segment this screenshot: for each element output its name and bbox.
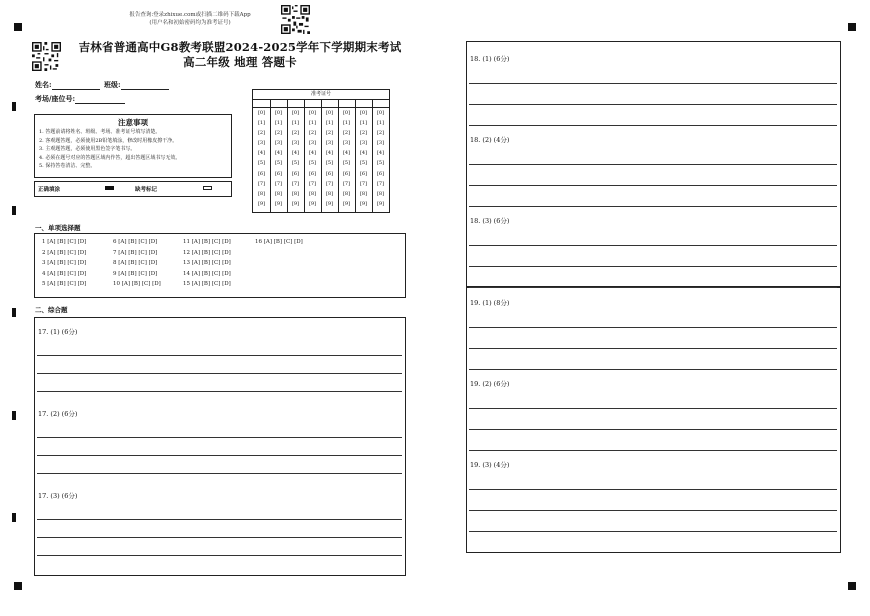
registration-mark-top-left [14,23,22,31]
admission-digit-bubble[interactable]: [0] [359,110,368,116]
admission-digit-bubble[interactable]: [7] [359,180,368,187]
qr-code-icon [281,5,310,34]
choice-question-16[interactable]: 16 [A] [B] [C] [D] [255,239,303,245]
admission-digit-bubble[interactable]: [9] [274,200,283,207]
answer-line[interactable] [469,429,837,430]
answer-line[interactable] [37,537,402,538]
notes-item: 4. 必须在题号对应的答题区域内作答，超出答题区域书写无效。 [39,154,181,161]
choice-question-2[interactable]: 2 [A] [B] [C] [D] [42,249,87,256]
admission-digit-write-box[interactable] [321,100,338,108]
section-single-choice-title: 一、单项选择题 [35,224,81,232]
question-label: 19. (2) (6分) [470,380,510,388]
admission-digit-bubble[interactable]: [1] [325,120,334,127]
answer-line[interactable] [37,555,402,556]
admission-digit-bubble[interactable]: [3] [342,140,351,147]
answer-line[interactable] [37,437,402,438]
question-label: 19. (1) (8分) [470,299,510,307]
admission-digit-bubble[interactable]: [0] [257,110,266,116]
admission-digit-bubble[interactable]: [1] [274,120,283,127]
answer-line[interactable] [469,83,837,84]
admission-digit-bubble[interactable]: [9] [342,200,351,207]
admission-number-header: 准考证号 [253,90,389,100]
notes-item: 2. 客观题答题，必须使用2B铅笔填涂，修改时用橡皮擦干净。 [39,137,178,144]
admission-digit-bubble[interactable]: [8] [359,190,368,197]
notes-item: 3. 主观题答题，必须使用黑色签字笔书写。 [39,146,136,152]
room-seat-label: 考场/座位号: [35,94,76,103]
admission-digit-bubble[interactable]: [9] [325,200,334,207]
name-field[interactable] [52,81,100,90]
qr-code-icon [32,42,61,71]
timing-mark [12,411,16,420]
choice-question-9[interactable]: 9 [A] [B] [C] [D] [113,270,158,277]
admission-digit-bubble[interactable]: [8] [257,190,266,197]
admission-digit-bubble[interactable]: [3] [359,140,368,147]
exam-notes-box [34,114,232,178]
answer-line[interactable] [469,206,837,207]
answer-line[interactable] [37,391,402,392]
correct-fill-label: 正确填涂 [38,187,61,193]
admission-digit-bubble[interactable]: [5] [291,160,300,167]
admission-digit-bubble[interactable]: [4] [376,150,385,157]
answer-line[interactable] [469,125,837,126]
exam-title [70,40,410,70]
notes-title: 注意事项 [118,118,148,127]
answer-line[interactable] [37,455,402,456]
exam-title-line2: 高二年级 地理 答题卡 [183,55,297,69]
answer-line[interactable] [469,327,837,328]
admission-number-grid [252,89,390,213]
q19-answer-area[interactable] [466,286,841,553]
admission-digit-bubble[interactable]: [3] [376,140,385,147]
admission-digit-bubble[interactable]: [4] [325,150,334,157]
report-query-line1: 报告查询:登录zhixue.com或扫描二维码下载App [129,12,251,18]
room-seat-field[interactable] [75,95,125,104]
admission-digit-bubble[interactable]: [9] [308,200,317,207]
report-query-notice [110,11,270,27]
admission-digit-bubble[interactable]: [7] [257,180,266,187]
choice-question-6[interactable]: 6 [A] [B] [C] [D] [113,239,158,245]
admission-digit-bubble[interactable]: [5] [325,160,334,167]
admission-digit-bubble[interactable]: [3] [325,140,334,147]
admission-digit-bubble[interactable]: [7] [274,180,283,187]
admission-digit-write-box[interactable] [270,100,287,108]
admission-digit-bubble[interactable]: [8] [291,190,300,197]
admission-digit-bubble[interactable]: [1] [342,120,351,127]
choice-question-10[interactable]: 10 [A] [B] [C] [D] [113,281,161,287]
admission-digit-bubble[interactable]: [6] [291,170,300,177]
admission-digit-bubble[interactable]: [4] [274,150,283,157]
admission-digit-bubble[interactable]: [3] [291,140,300,147]
admission-digit-bubble[interactable]: [8] [342,190,351,197]
choice-question-11[interactable]: 11 [A] [B] [C] [D] [183,239,231,245]
admission-digit-bubble[interactable]: [6] [308,170,317,177]
admission-digit-column [270,100,288,212]
admission-digit-bubble[interactable]: [0] [274,110,283,116]
question-label: 17. (1) (6分) [38,328,78,336]
admission-digit-bubble[interactable]: [0] [291,110,300,116]
choice-question-8[interactable]: 8 [A] [B] [C] [D] [113,260,158,266]
admission-digit-bubble[interactable]: [1] [359,120,368,127]
admission-digit-bubble[interactable]: [4] [359,150,368,157]
timing-mark [12,308,16,317]
admission-digit-bubble[interactable]: [2] [257,130,266,137]
admission-digit-bubble[interactable]: [7] [308,180,317,187]
admission-digit-bubble[interactable]: [1] [376,120,385,127]
admission-digit-bubble[interactable]: [9] [291,200,300,207]
correct-fill-swatch [105,186,114,190]
admission-digit-bubble[interactable]: [6] [274,170,283,177]
admission-digit-bubble[interactable]: [7] [342,180,351,187]
admission-digit-bubble[interactable]: [2] [342,130,351,137]
admission-digit-bubble[interactable]: [5] [274,160,283,167]
admission-digit-bubble[interactable]: [5] [342,160,351,167]
admission-digit-bubble[interactable]: [7] [325,180,334,187]
admission-digit-bubble[interactable]: [6] [342,170,351,177]
answer-line[interactable] [469,489,837,490]
question-label: 18. (1) (6分) [470,55,510,63]
admission-digit-bubble[interactable]: [7] [376,180,385,187]
admission-digit-bubble[interactable]: [8] [325,190,334,197]
admission-digit-bubble[interactable]: [2] [308,130,317,137]
admission-digit-column [355,100,373,212]
choice-question-3[interactable]: 3 [A] [B] [C] [D] [42,260,87,266]
admission-digit-bubble[interactable]: [2] [359,130,368,137]
admission-digit-bubble[interactable]: [4] [308,150,317,157]
answer-line[interactable] [469,531,837,532]
section-comprehensive-title: 二、综合题 [35,306,68,314]
admission-digit-bubble[interactable]: [1] [308,120,317,127]
absent-mark-label: 缺考标记 [135,187,158,193]
admission-digit-column [253,100,271,212]
answer-line[interactable] [469,408,837,409]
admission-digit-write-box[interactable] [338,100,355,108]
choice-question-7[interactable]: 7 [A] [B] [C] [D] [113,249,158,256]
admission-digit-bubble[interactable]: [0] [342,110,351,116]
answer-line[interactable] [469,164,837,165]
admission-digit-bubble[interactable]: [2] [376,130,385,137]
admission-digit-bubble[interactable]: [7] [291,180,300,187]
admission-digit-bubble[interactable]: [3] [274,140,283,147]
admission-digit-bubble[interactable]: [6] [257,170,266,177]
q18-answer-area[interactable] [466,41,841,288]
choice-question-5[interactable]: 5 [A] [B] [C] [D] [42,281,87,287]
admission-digit-bubble[interactable]: [3] [257,140,266,147]
class-label: 班级: [104,80,121,89]
timing-mark [12,102,16,111]
name-label: 姓名: [35,80,52,89]
choice-question-12[interactable]: 12 [A] [B] [C] [D] [183,249,231,256]
admission-digit-write-box[interactable] [304,100,321,108]
timing-mark [12,206,16,215]
admission-digit-column [321,100,339,212]
admission-digit-write-box[interactable] [355,100,372,108]
admission-digit-column [287,100,305,212]
report-query-line2: (用户名和初始密码均为准考证号) [149,20,231,26]
admission-digit-bubble[interactable]: [2] [325,130,334,137]
admission-digit-bubble[interactable]: [0] [376,110,385,116]
admission-digit-write-box[interactable] [372,100,389,108]
admission-digit-bubble[interactable]: [8] [308,190,317,197]
choice-question-4[interactable]: 4 [A] [B] [C] [D] [42,270,87,277]
question-label: 18. (2) (4分) [470,136,510,144]
answer-line[interactable] [37,373,402,374]
registration-mark-top-right [848,23,856,31]
admission-digit-bubble[interactable]: [1] [257,120,266,127]
admission-digit-bubble[interactable]: [4] [342,150,351,157]
admission-digit-bubble[interactable]: [1] [291,120,300,127]
admission-digit-bubble[interactable]: [5] [359,160,368,167]
q17-answer-area[interactable] [34,317,406,576]
answer-line[interactable] [469,450,837,451]
admission-digit-write-box[interactable] [287,100,304,108]
answer-line[interactable] [37,473,402,474]
admission-digit-bubble[interactable]: [4] [291,150,300,157]
single-choice-area [34,233,406,298]
answer-line[interactable] [469,245,837,246]
admission-digit-column [372,100,389,212]
timing-mark [12,513,16,522]
answer-line[interactable] [469,510,837,511]
admission-digit-bubble[interactable]: [9] [376,200,385,207]
admission-digit-bubble[interactable]: [5] [376,160,385,167]
choice-question-15[interactable]: 15 [A] [B] [C] [D] [183,281,231,287]
admission-digit-bubble[interactable]: [6] [376,170,385,177]
admission-digit-write-box[interactable] [253,100,270,108]
answer-line[interactable] [37,355,402,356]
question-label: 17. (3) (6分) [38,492,78,500]
notes-item: 1. 答题前请将姓名、班级、考场、准考证号填写清楚。 [39,129,161,135]
choice-question-1[interactable]: 1 [A] [B] [C] [D] [42,239,87,245]
admission-digit-bubble[interactable]: [0] [325,110,334,116]
choice-question-13[interactable]: 13 [A] [B] [C] [D] [183,260,231,266]
answer-line[interactable] [469,185,837,186]
admission-digit-bubble[interactable]: [2] [291,130,300,137]
admission-digit-bubble[interactable]: [5] [257,160,266,167]
admission-digit-bubble[interactable]: [6] [359,170,368,177]
admission-digit-column [338,100,356,212]
admission-digit-bubble[interactable]: [2] [274,130,283,137]
question-label: 18. (3) (6分) [470,217,510,225]
registration-mark-bottom-left [14,582,22,590]
admission-digit-bubble[interactable]: [5] [308,160,317,167]
choice-question-14[interactable]: 14 [A] [B] [C] [D] [183,270,231,277]
registration-mark-bottom-right [848,582,856,590]
answer-line[interactable] [469,369,837,370]
admission-digit-column [304,100,322,212]
student-room-row [35,94,125,104]
question-label: 19. (3) (4分) [470,461,510,469]
admission-digit-bubble[interactable]: [8] [376,190,385,197]
class-field[interactable] [121,81,169,90]
admission-digit-bubble[interactable]: [9] [257,200,266,207]
answer-line[interactable] [469,348,837,349]
admission-digit-bubble[interactable]: [4] [257,150,266,157]
question-label: 17. (2) (6分) [38,410,78,418]
answer-line[interactable] [469,266,837,267]
notes-item: 5. 保持答卷清洁、完整。 [39,163,96,169]
admission-digit-bubble[interactable]: [6] [325,170,334,177]
admission-digit-bubble[interactable]: [8] [274,190,283,197]
exam-title-line1: 吉林省普通高中G8教考联盟2024-2025学年下学期期末考试 [78,40,402,54]
admission-digit-bubble[interactable]: [0] [308,110,317,116]
student-name-row [35,80,169,90]
absent-mark-box[interactable] [203,186,212,190]
fill-example-box [34,181,232,197]
admission-digit-bubble[interactable]: [9] [359,200,368,207]
answer-line[interactable] [469,104,837,105]
answer-line[interactable] [37,519,402,520]
admission-digit-bubble[interactable]: [3] [308,140,317,147]
